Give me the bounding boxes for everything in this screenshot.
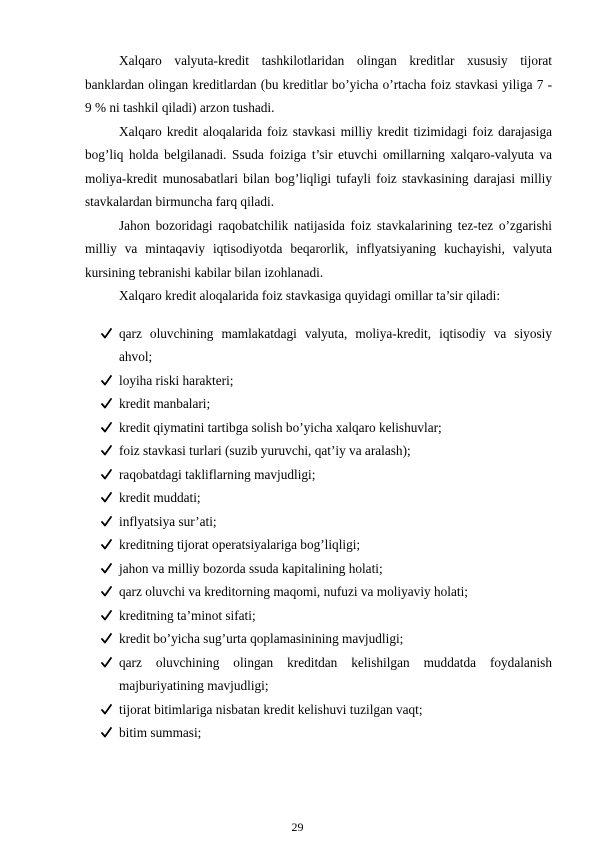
factor-text: kredit muddati;	[119, 490, 201, 505]
checkmark-icon	[101, 439, 113, 463]
checkmark-icon	[101, 322, 113, 346]
factor-list-item	[85, 510, 552, 534]
factor-list-item	[85, 721, 552, 745]
checkmark-icon	[101, 463, 113, 487]
factor-text: foiz stavkasi turlari (suzib yuruvchi, qat’iy va aralash);	[119, 443, 411, 458]
factor-list-item	[85, 463, 552, 487]
factor-text: bitim summasi;	[119, 725, 202, 740]
factor-list-item	[85, 533, 552, 557]
page-number: 29	[291, 820, 304, 834]
factor-list-item	[85, 651, 552, 698]
paragraph-2: Xalqaro kredit aloqalarida foiz stavkasi milliy kredit tizimidagi foiz darajasiga bog’liq holda belgilanadi. Ssuda foiziga t’sir etuvchi omillarning xalqaro-valyuta va moliya-kredit munosabatlari bilan bog’liqligi tufayli foiz stavkasining darajasi milliy stavkalardan birmuncha farq qiladi.	[85, 123, 552, 209]
factor-text: loyiha riski harakteri;	[119, 372, 234, 388]
paragraph-3: Jahon bozoridagi raqobatchilik natijasida foiz stavkalarining tez-tez o’zgarishi milliy va mintaqaviy iqtisodiyotda beqarorlik, inflyatsiyaning kuchayishi, valyuta kursining tebranishi kabilar bilan izohlanadi.	[85, 217, 552, 280]
checkmark-icon	[101, 510, 113, 534]
checkmark-icon	[101, 486, 113, 510]
checkmark-icon	[101, 369, 113, 393]
factor-text: kredit bo’yicha sug’urta qoplamasinining mavjudligi;	[119, 631, 404, 646]
factor-text: kredit qiymatini tartibga solish bo’yicha xalqaro kelishuvlar;	[119, 419, 442, 435]
spacer	[85, 308, 552, 322]
factor-text: jahon va milliy bozorda ssuda kapitalining holati;	[119, 560, 383, 576]
checkmark-icon	[101, 651, 113, 675]
factor-list-item	[85, 322, 552, 369]
factor-list-item	[85, 392, 552, 416]
factor-list-item	[85, 698, 552, 722]
factor-list-item	[85, 627, 552, 651]
factor-text: qarz oluvchi va kreditorning maqomi, nufuzi va moliyaviy holati;	[119, 584, 468, 599]
factor-text: kreditning tijorat operatsiyalariga bog’liqligi;	[119, 537, 361, 552]
factor-list	[85, 322, 552, 745]
factor-text: qarz oluvchining mamlakatdagi valyuta, moliya-kredit, iqtisodiy va siyosiy ahvol;	[119, 325, 552, 364]
paragraph-1: Xalqaro valyuta-kredit tashkilotlaridan olingan kreditlar xususiy tijorat banklardan olingan kreditlardan (bu kreditlar bo’yicha o’rtacha foiz stavkasi yiliga 7 - 9 % ni tashkil qiladi) arzon tushadi.	[85, 53, 552, 115]
factor-text: kredit manbalari;	[119, 396, 211, 411]
factor-text: tijorat bitimlariga nisbatan kredit kelishuvi tuzilgan vaqt;	[119, 701, 423, 717]
checkmark-icon	[101, 416, 113, 440]
factor-text: raqobatdagi takliflarning mavjudligi;	[119, 466, 316, 482]
checkmark-icon	[101, 627, 113, 651]
factor-list-item	[85, 557, 552, 581]
factor-text: qarz oluvchining olingan kreditdan kelishilgan muddatda foydalanish majburiyatining mavjudligi;	[119, 654, 552, 693]
factor-list-item	[85, 416, 552, 440]
factor-list-item	[85, 486, 552, 510]
checkmark-icon	[101, 557, 113, 581]
factor-list-item	[85, 580, 552, 604]
factor-text: kreditning ta’minot sifati;	[119, 607, 256, 623]
factor-list-item	[85, 439, 552, 463]
checkmark-icon	[101, 533, 113, 557]
factor-list-item	[85, 369, 552, 393]
checkmark-icon	[101, 721, 113, 745]
document-page	[85, 49, 552, 745]
checkmark-icon	[101, 604, 113, 628]
factor-list-item	[85, 604, 552, 628]
paragraph-4: Xalqaro kredit aloqalarida foiz stavkasiga quyidagi omillar ta’sir qiladi:	[119, 288, 501, 303]
checkmark-icon	[101, 580, 113, 604]
factor-text: inflyatsiya sur’ati;	[119, 513, 217, 529]
checkmark-icon	[101, 392, 113, 416]
checkmark-icon	[101, 698, 113, 722]
